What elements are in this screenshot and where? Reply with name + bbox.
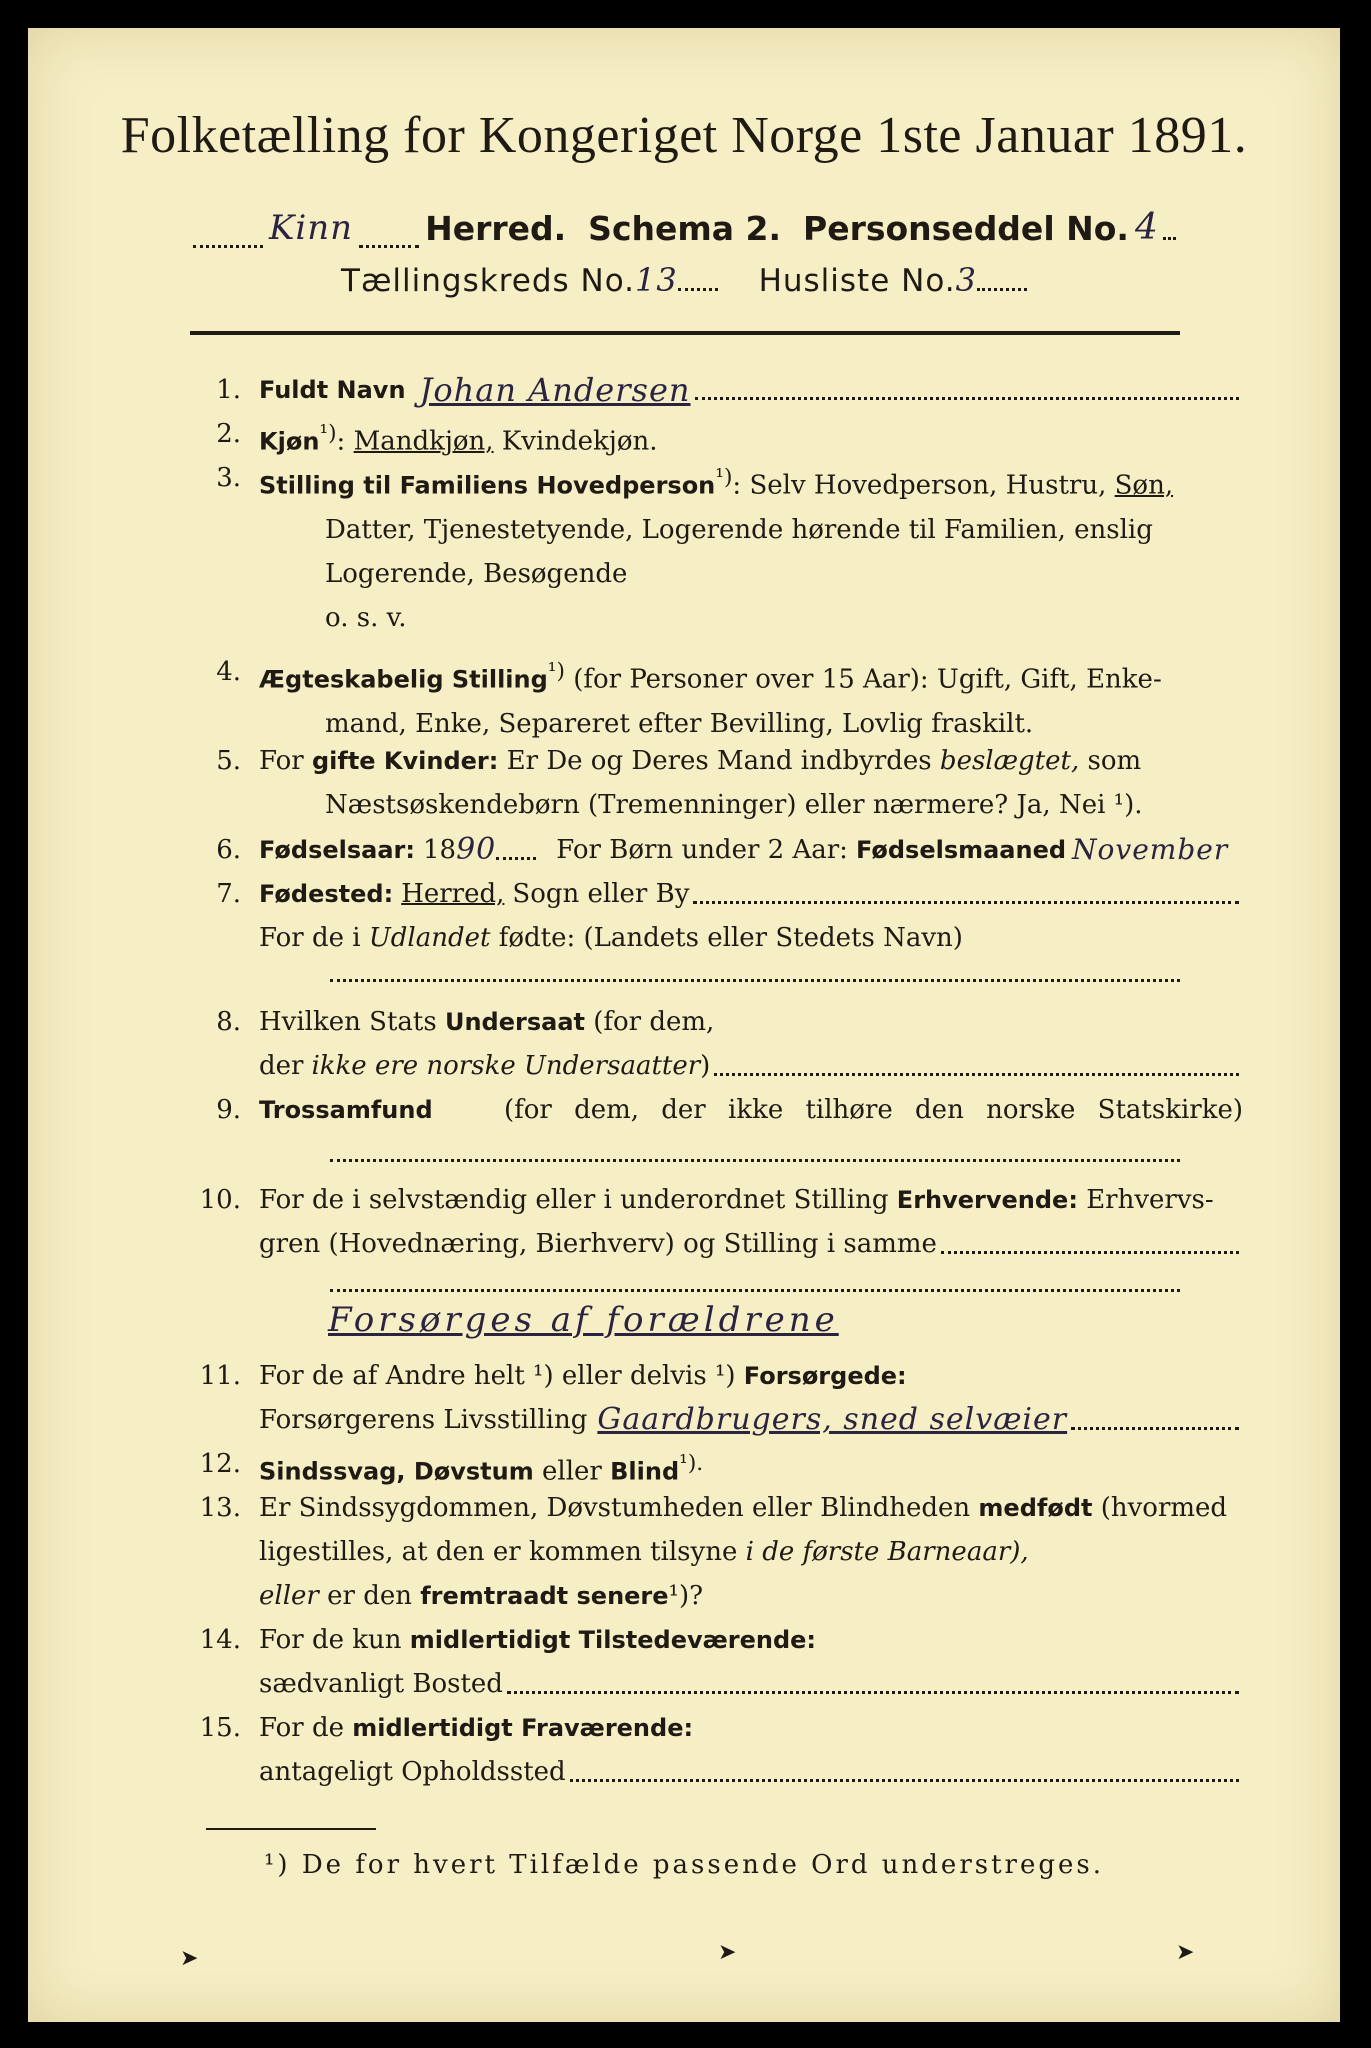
footnote-divider (206, 1828, 376, 1830)
option-female: Kvindekjøn. (501, 426, 658, 457)
item-text: : Selv Hovedperson, Hustru, (732, 470, 1107, 501)
item-label: gifte Kvinder: (311, 747, 499, 775)
item-text: Erhvervs- (1086, 1185, 1214, 1215)
full-name-handwritten: Johan Andersen (419, 371, 691, 409)
item-text: For de i selvstændig eller i underordnet Stilling (259, 1185, 889, 1215)
item-text: Er Sindssygdommen, Døvstumheden eller Blindheden (259, 1493, 971, 1523)
option-male-underlined: Mandkjøn, (353, 426, 494, 457)
census-form (28, 28, 1340, 2022)
option-son-underlined: Søn, (1114, 470, 1174, 501)
item-number: 12. (199, 1449, 241, 1479)
personseddel-label: Personseddel No. (803, 209, 1129, 248)
leader-dots (695, 396, 1240, 400)
husliste-label: Husliste No. (758, 263, 956, 299)
item-number: 2. (216, 419, 241, 449)
leader-dots (570, 1778, 1239, 1782)
item-label: Fødested: (259, 880, 394, 908)
blank-answer-line (330, 1288, 1180, 1292)
item-text: (for dem, (593, 1007, 715, 1037)
birth-year-handwritten: 90 (456, 832, 497, 867)
husliste-number: 3 (955, 261, 977, 299)
item-text: Sogn eller By (512, 879, 690, 909)
item-number: 5. (216, 746, 241, 776)
item-label: Erhvervende: (896, 1186, 1078, 1214)
corner-mark-icon: ➤ (180, 1946, 199, 1971)
item-label: Forsørgede: (743, 1362, 907, 1390)
item-text: : (336, 426, 346, 457)
item-1-name (193, 368, 1243, 412)
item-number: 15. (199, 1713, 241, 1743)
item-label: Kjøn (259, 427, 320, 456)
blank-answer-line (330, 978, 1180, 982)
item-label: Undersaat (444, 1008, 585, 1036)
item-label: Stilling til Familiens Hovedperson (259, 471, 716, 500)
footnote: ¹) De for hvert Tilfælde passende Ord understreges. (263, 1850, 1104, 1880)
occupation-handwritten: Forsørges af forældrene (328, 1300, 839, 1340)
leader-dots (714, 1072, 1239, 1076)
center-mark-icon: ➤ (718, 1940, 737, 1965)
corner-mark-icon: ➤ (1176, 1940, 1195, 1965)
item-label: midlertidigt Fraværende: (352, 1714, 694, 1742)
item-text: ¹)? (668, 1581, 704, 1611)
item-number: 14. (199, 1625, 241, 1655)
item-label: Fødselsaar: (259, 836, 415, 864)
item-label: medfødt (978, 1494, 1093, 1522)
herred-schema-line (193, 198, 1180, 248)
item-text: Hvilken Stats (259, 1007, 437, 1037)
leader-dots (359, 244, 419, 248)
footnote-ref: ¹) (319, 421, 337, 446)
item-text: Datter, Tjenestetyende, Logerende hørende til Familien, enslig (325, 514, 1153, 545)
item-text: ligestilles, at den er kommen tilsyne (259, 1537, 738, 1567)
taellingskreds-label: Tællingskreds No. (341, 263, 635, 299)
item-label: Blind (610, 1457, 680, 1486)
form-title: Folketælling for Kongeriget Norge 1ste Januar 1891. (120, 107, 1248, 164)
item-text: o. s. v. (325, 602, 407, 633)
item-label: Trossamfund (259, 1096, 433, 1124)
item-text-italic: i de første Barneaar), (745, 1537, 1029, 1567)
item-14-temporary-present (193, 1618, 1243, 1706)
item-text: eller (542, 1456, 602, 1487)
item-text: som (1087, 746, 1142, 776)
leader-dots (678, 287, 718, 291)
item-text: Logerende, Besøgende (325, 558, 628, 589)
item-4-marital (193, 650, 1243, 746)
item-text: gren (Hovednæring, Bierhverv) og Stilling i samme (259, 1229, 937, 1259)
item-11-supported (193, 1354, 1243, 1442)
item-text: mand, Enke, Separeret efter Bevilling, Lovlig fraskilt. (325, 708, 1034, 739)
item-label: fremtraadt senere (420, 1582, 669, 1610)
item-text: (hvormed (1100, 1493, 1228, 1523)
item-text: fødte: (Landets eller Stedets Navn) (498, 923, 963, 953)
item-text-italic: ikke ere norske Undersaatter (311, 1051, 701, 1081)
item-9-religion (193, 1088, 1243, 1132)
item-text: For de i (259, 923, 361, 953)
footnote-ref: ¹) (547, 659, 565, 684)
item-number: 11. (199, 1361, 241, 1391)
year-prefix: 18 (423, 835, 457, 865)
item-number: 13. (199, 1493, 241, 1523)
blank-answer-line (330, 1158, 1180, 1162)
item-number: 9. (216, 1095, 241, 1125)
item-number: 8. (216, 1007, 241, 1037)
supporter-occupation-handwritten: Gaardbrugers, sned selvæier (597, 1402, 1068, 1437)
item-number: 3. (216, 463, 241, 493)
leader-dots (693, 900, 1239, 904)
item-text: For de af Andre helt ¹) eller delvis ¹) (259, 1361, 736, 1391)
footnote-ref: ¹) (715, 465, 733, 490)
item-text: sædvanligt Bosted (259, 1669, 503, 1699)
item-label: Sindssvag, Døvstum (259, 1457, 534, 1486)
item-text: (for dem, der ikke tilhøre den norske Statskirke) (503, 1095, 1243, 1125)
personseddel-number: 4 (1134, 207, 1159, 248)
item-text: For de (259, 1713, 344, 1743)
taellingskreds-line (28, 261, 1340, 311)
item-number: 6. (216, 835, 241, 865)
schema-label: Schema 2. (588, 209, 782, 248)
birth-month-handwritten: November (1072, 833, 1229, 866)
item-text: Næstsøskendebørn (Tremenninger) eller nærmere? Ja, Nei ¹). (325, 790, 1143, 820)
item-label: Fødselsmaaned (855, 836, 1067, 864)
taellingskreds-number: 13 (634, 261, 678, 299)
leader-dots (496, 856, 536, 860)
option-herred-underlined: Herred, (401, 879, 505, 909)
item-text: For (259, 746, 304, 776)
item-10-occupation (193, 1178, 1243, 1266)
item-text: antageligt Opholdssted (259, 1757, 566, 1787)
item-3-position (193, 456, 1243, 640)
leader-dots (1163, 236, 1176, 240)
item-5-married-women (193, 739, 1243, 827)
header-divider (190, 331, 1180, 335)
item-text-italic: beslægtet, (939, 746, 1080, 776)
leader-dots (1071, 1426, 1239, 1430)
leader-dots (941, 1250, 1239, 1254)
item-6-birth-year (193, 828, 1243, 872)
item-label: midlertidigt Tilstedeværende: (409, 1626, 817, 1654)
item-8-citizenship: 8. Hvilken Stats Undersaat (for dem, der ikke ere norske Undersaatter ) (193, 1000, 1243, 1088)
item-15-temporary-absent (193, 1706, 1243, 1794)
item-text: (for Personer over 15 Aar): Ugift, Gift, Enke- (573, 664, 1162, 695)
item-label: Ægteskabelig Stilling (259, 665, 548, 694)
item-text: For de kun (259, 1625, 402, 1655)
item-number: 4. (216, 657, 241, 687)
item-7-birthplace (193, 872, 1243, 960)
item-text: For Børn under 2 Aar: (556, 835, 848, 865)
item-number: 7. (216, 879, 241, 909)
item-text-italic: eller (259, 1581, 319, 1611)
item-text: Forsørgerens Livsstilling (259, 1405, 588, 1435)
municipality-handwritten: Kinn (269, 208, 354, 248)
item-text: er den (327, 1581, 412, 1611)
item-text: der (259, 1051, 304, 1081)
item-text: Er De og Deres Mand indbyrdes (506, 746, 932, 776)
footnote-ref: ¹). (679, 1451, 704, 1476)
leader-dots (507, 1690, 1239, 1694)
leader-dots (193, 244, 263, 248)
item-13-congenital (193, 1486, 1243, 1618)
item-number: 1. (216, 375, 241, 405)
herred-label: Herred. (425, 209, 567, 248)
item-label: Fuldt Navn (259, 376, 406, 404)
leader-dots (977, 287, 1027, 291)
item-text-italic: Udlandet (368, 923, 491, 953)
item-number: 10. (199, 1185, 241, 1215)
